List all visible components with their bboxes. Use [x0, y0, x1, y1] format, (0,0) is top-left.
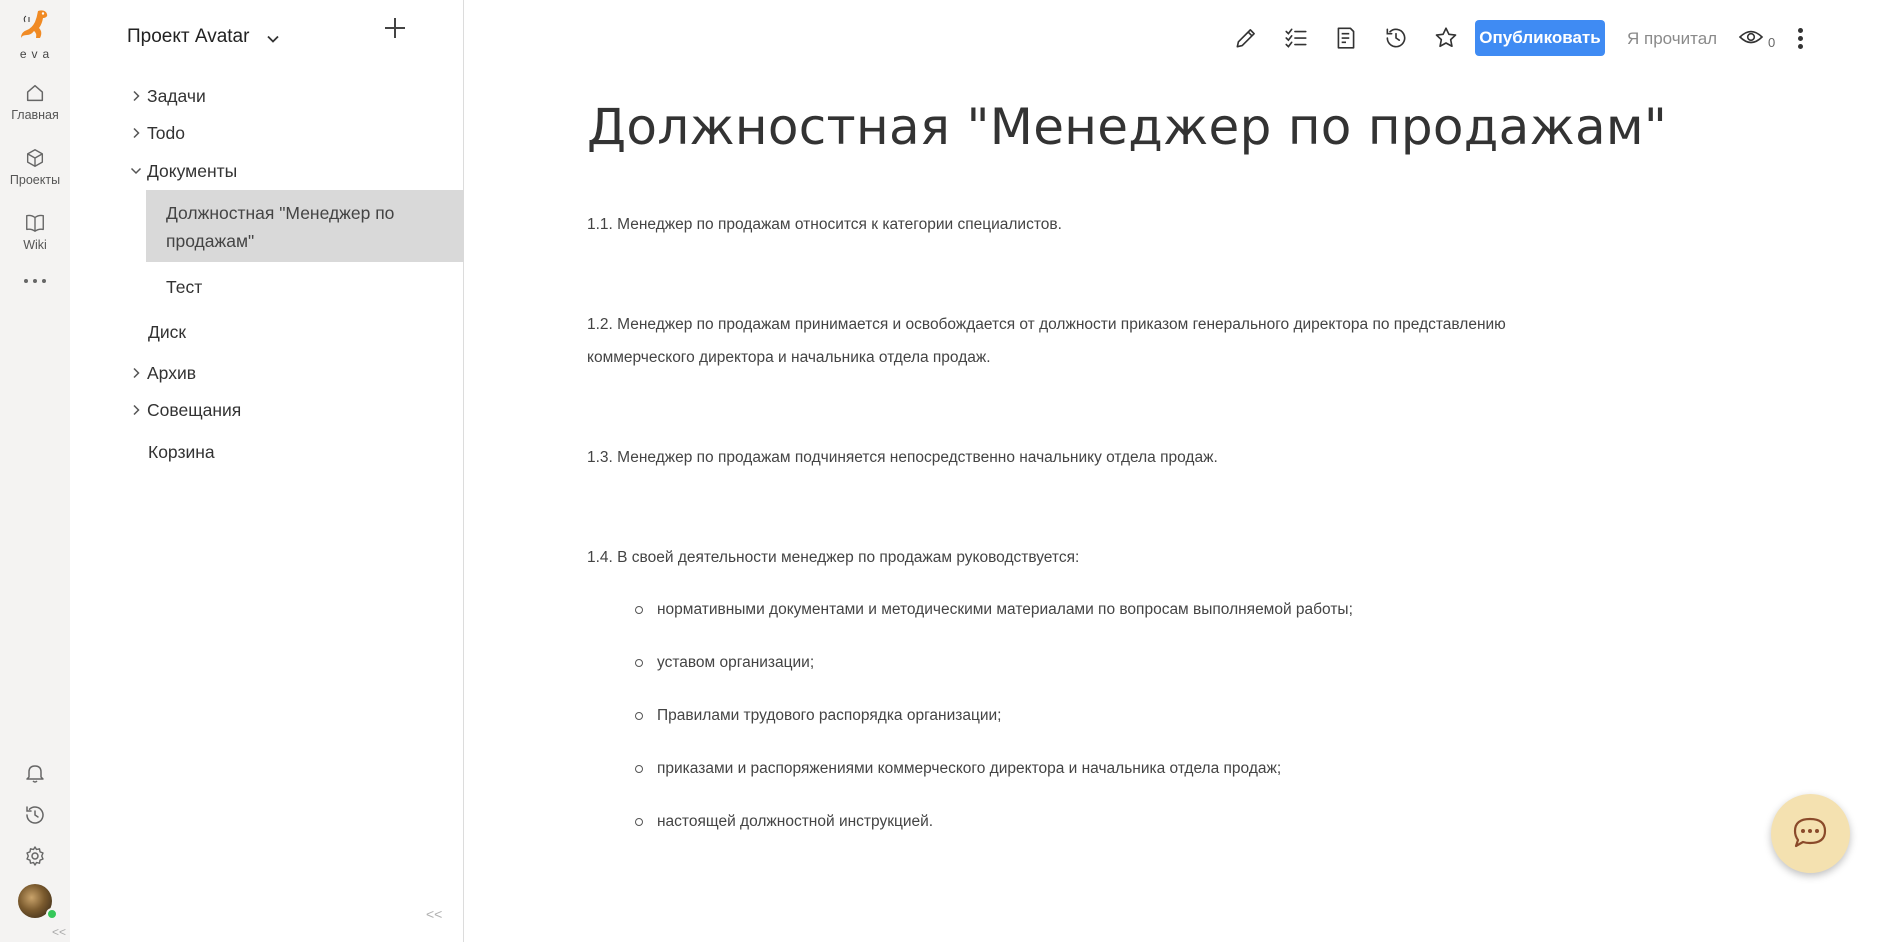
tree-item-label: Должностная "Менеджер по продажам"	[166, 203, 395, 251]
home-icon	[24, 82, 46, 104]
document-title: Должностная "Менеджер по продажам"	[587, 98, 1668, 156]
tree-item-archive[interactable]: Архив	[147, 363, 197, 383]
bell-icon	[23, 761, 47, 785]
tree-item-documents[interactable]: Документы	[147, 161, 238, 181]
app-rail	[0, 0, 70, 942]
document-icon[interactable]	[1333, 25, 1359, 51]
notifications-button[interactable]	[0, 761, 70, 790]
tree-item-tasks[interactable]: Задачи	[147, 86, 206, 106]
book-icon	[24, 212, 46, 234]
rail-item-home[interactable]	[0, 82, 70, 122]
chevron-right-icon[interactable]	[131, 367, 141, 379]
tree-item-meetings[interactable]: Совещания	[147, 400, 242, 420]
collapse-rail-icon[interactable]: <<	[52, 925, 67, 939]
paragraph: 1.2. Менеджер по продажам принимается и освобождается от должности приказом генерального директора по представлению коммерческого директора и начальника отдела продаж.	[587, 316, 1506, 366]
add-icon[interactable]	[383, 16, 407, 40]
rail-item-wiki[interactable]	[0, 212, 70, 252]
publish-button[interactable]: Опубликовать	[1475, 20, 1605, 56]
more-menu-icon[interactable]	[1798, 28, 1803, 52]
project-tree-panel	[70, 0, 464, 942]
chevron-right-icon[interactable]	[131, 90, 141, 102]
tree-item-active-document[interactable]	[146, 190, 464, 262]
paragraph: 1.3. Менеджер по продажам подчиняется непосредственно начальнику отдела продаж.	[587, 449, 1218, 466]
rail-item-label: Wiki	[23, 238, 47, 252]
mark-read-button[interactable]: Я прочитал	[1627, 29, 1718, 48]
eva-logo[interactable]	[0, 8, 70, 61]
list-item-text: настоящей должностной инструкцией.	[657, 813, 934, 830]
views-count: 0	[1768, 35, 1776, 50]
online-status-indicator	[46, 908, 58, 920]
chevron-right-icon[interactable]	[131, 127, 141, 139]
list-item-text: нормативными документами и методическими материалами по вопросам выполняемой работы;	[657, 601, 1353, 618]
project-title[interactable]: Проект Avatar	[127, 26, 250, 47]
settings-button[interactable]	[0, 844, 70, 873]
edit-icon[interactable]	[1233, 25, 1259, 51]
logo-text: eva	[19, 47, 55, 61]
tree-item-disk[interactable]: Диск	[148, 322, 187, 342]
rail-item-label: Проекты	[9, 173, 61, 187]
list-item-text: приказами и распоряжениями коммерческого директора и начальника отдела продаж;	[657, 760, 1282, 777]
eye-icon[interactable]	[1738, 27, 1764, 47]
chevron-down-icon[interactable]	[130, 166, 142, 176]
cube-icon	[24, 147, 46, 169]
gear-icon	[23, 844, 47, 868]
list-item-text: уставом организации;	[657, 654, 815, 671]
checklist-icon[interactable]	[1283, 25, 1309, 51]
rail-item-label: Главная	[11, 108, 59, 122]
tree-item-test[interactable]: Тест	[166, 277, 203, 297]
chevron-down-icon[interactable]	[266, 32, 280, 46]
rail-item-projects[interactable]	[0, 147, 70, 187]
list-item-text: Правилами трудового распорядка организации;	[657, 707, 1002, 724]
paragraph: 1.4. В своей деятельности менеджер по продажам руководствуется:	[587, 549, 1080, 566]
tree-item-trash[interactable]: Корзина	[148, 442, 215, 462]
collapse-tree-icon[interactable]: <<	[426, 906, 443, 922]
chat-icon	[1791, 815, 1829, 851]
paragraph: 1.1. Менеджер по продажам относится к категории специалистов.	[587, 216, 1062, 233]
history-button[interactable]	[0, 803, 70, 832]
chevron-right-icon[interactable]	[131, 404, 141, 416]
history-icon[interactable]	[1383, 25, 1409, 51]
chat-button[interactable]	[1771, 794, 1850, 873]
history-icon	[23, 803, 47, 827]
dinosaur-logo-icon	[17, 8, 53, 44]
tree-item-todo[interactable]: Todo	[147, 123, 185, 143]
more-icon[interactable]	[0, 270, 70, 288]
star-icon[interactable]	[1433, 25, 1459, 51]
